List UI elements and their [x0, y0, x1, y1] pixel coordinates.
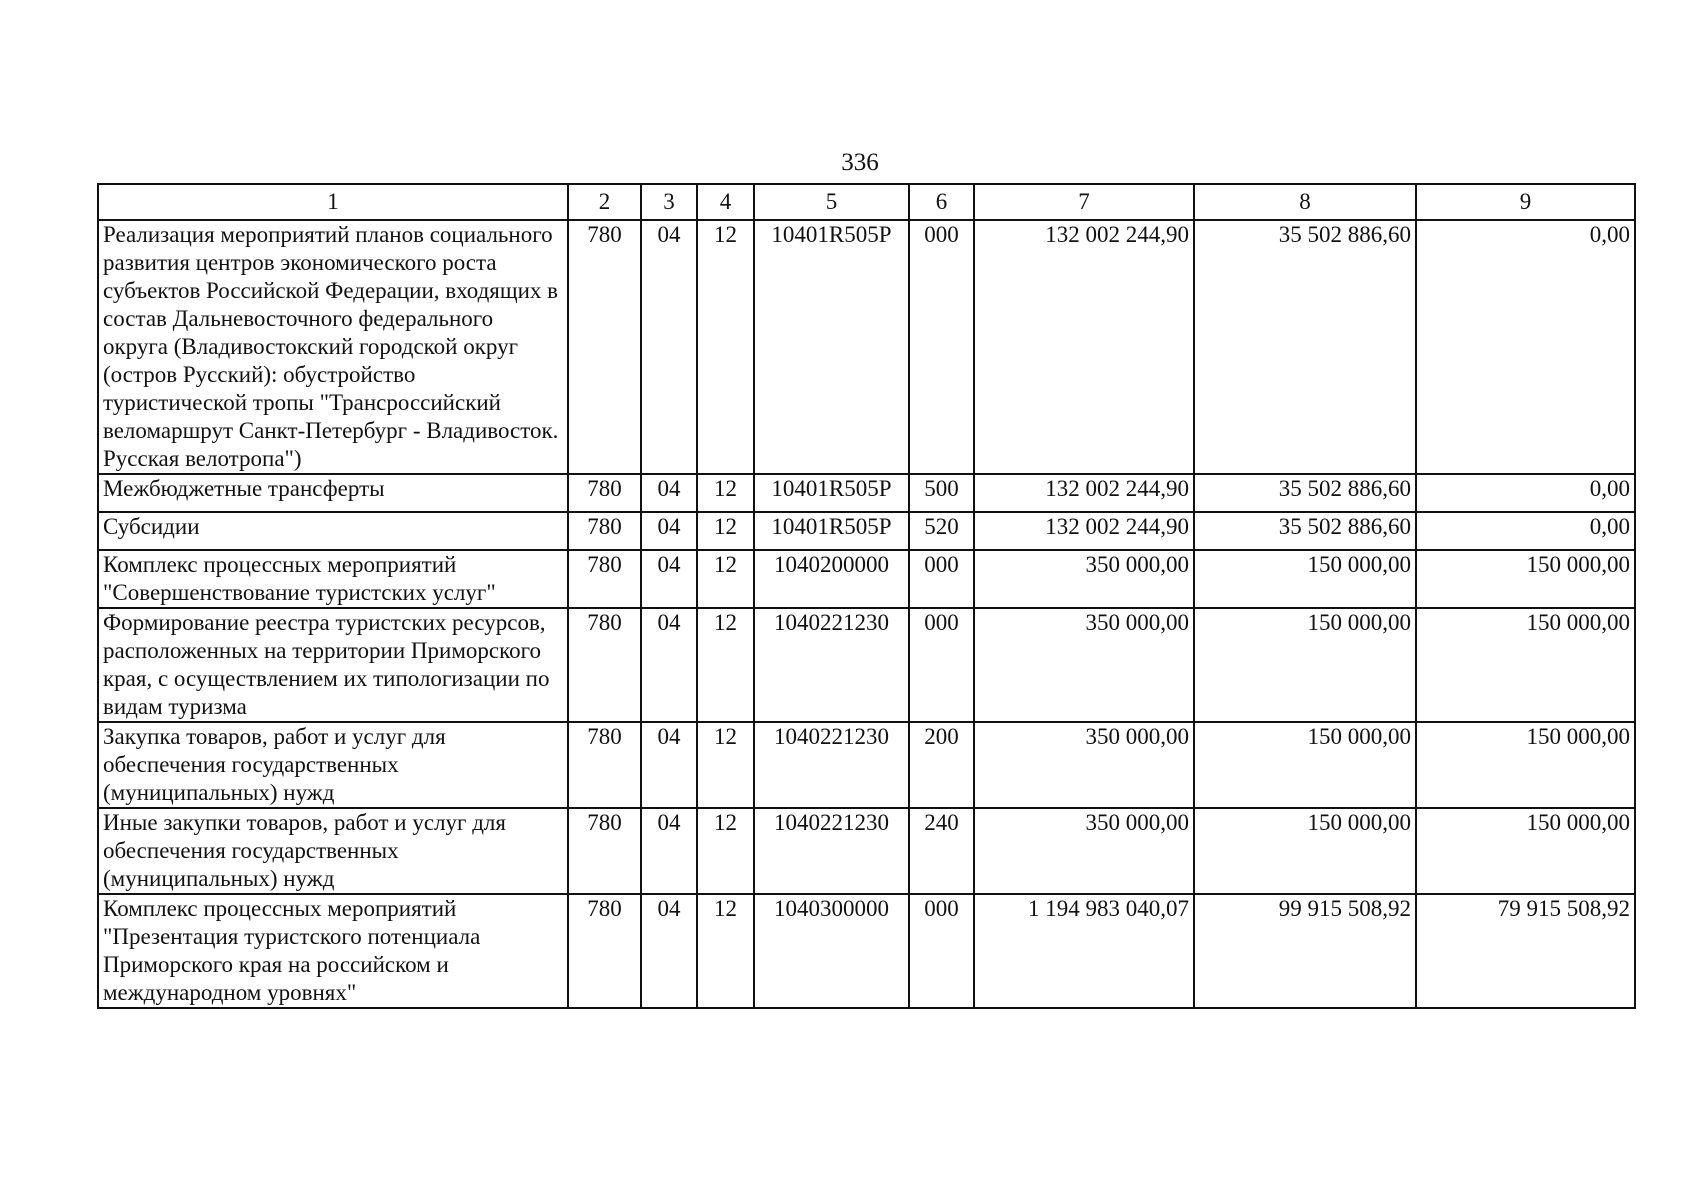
row-code-ministry: 780 [568, 474, 641, 512]
table-row [98, 808, 1635, 894]
row-code-target: 1040221230 [754, 608, 909, 722]
row-amount-col8: 35 502 886,60 [1194, 474, 1416, 512]
row-code-section: 04 [641, 808, 697, 894]
header-col-8: 8 [1194, 184, 1416, 220]
table-row [98, 474, 1635, 512]
row-code-expense-type: 000 [909, 894, 974, 1008]
row-code-subsection: 12 [697, 220, 754, 474]
table-row [98, 220, 1635, 474]
row-amount-col9: 0,00 [1416, 220, 1635, 474]
row-name: Закупка товаров, работ и услуг для обеспечения государственных (муниципальных) нужд [98, 722, 568, 808]
row-code-expense-type: 000 [909, 608, 974, 722]
header-col-4: 4 [697, 184, 754, 220]
table-row [98, 550, 1635, 608]
row-name: Комплекс процессных мероприятий "Совершенствование туристских услуг" [98, 550, 568, 608]
row-code-target: 1040300000 [754, 894, 909, 1008]
row-amount-col7: 1 194 983 040,07 [974, 894, 1194, 1008]
row-amount-col7: 350 000,00 [974, 550, 1194, 608]
row-code-subsection: 12 [697, 550, 754, 608]
row-code-ministry: 780 [568, 608, 641, 722]
row-amount-col8: 35 502 886,60 [1194, 512, 1416, 550]
header-col-5: 5 [754, 184, 909, 220]
row-amount-col9: 79 915 508,92 [1416, 894, 1635, 1008]
row-amount-col7: 132 002 244,90 [974, 474, 1194, 512]
row-code-subsection: 12 [697, 722, 754, 808]
row-code-section: 04 [641, 608, 697, 722]
row-code-target: 1040221230 [754, 808, 909, 894]
row-amount-col9: 150 000,00 [1416, 608, 1635, 722]
row-amount-col9: 150 000,00 [1416, 550, 1635, 608]
row-amount-col9: 0,00 [1416, 474, 1635, 512]
row-amount-col8: 99 915 508,92 [1194, 894, 1416, 1008]
row-amount-col7: 132 002 244,90 [974, 220, 1194, 474]
header-row [98, 184, 1635, 220]
row-name: Межбюджетные трансферты [98, 474, 568, 512]
row-amount-col8: 150 000,00 [1194, 722, 1416, 808]
row-name: Формирование реестра туристских ресурсов, расположенных на территории Приморского края, с осуществлением их типологизации по видам туризма [98, 608, 568, 722]
row-code-expense-type: 000 [909, 550, 974, 608]
row-code-target: 1040200000 [754, 550, 909, 608]
row-code-target: 10401R505P [754, 512, 909, 550]
row-code-expense-type: 240 [909, 808, 974, 894]
table-row [98, 608, 1635, 722]
row-code-ministry: 780 [568, 550, 641, 608]
row-amount-col7: 132 002 244,90 [974, 512, 1194, 550]
row-code-subsection: 12 [697, 808, 754, 894]
row-code-subsection: 12 [697, 894, 754, 1008]
row-code-target: 10401R505P [754, 220, 909, 474]
row-name: Иные закупки товаров, работ и услуг для обеспечения государственных (муниципальных) нужд [98, 808, 568, 894]
table-row [98, 722, 1635, 808]
row-code-ministry: 780 [568, 512, 641, 550]
row-name: Комплекс процессных мероприятий "Презентация туристского потенциала Приморского края на российском и международном уровнях" [98, 894, 568, 1008]
row-amount-col9: 150 000,00 [1416, 722, 1635, 808]
row-code-expense-type: 520 [909, 512, 974, 550]
row-code-target: 10401R505P [754, 474, 909, 512]
header-col-9: 9 [1416, 184, 1635, 220]
row-amount-col7: 350 000,00 [974, 608, 1194, 722]
row-code-section: 04 [641, 550, 697, 608]
budget-table [97, 183, 1636, 1009]
row-code-ministry: 780 [568, 220, 641, 474]
row-code-expense-type: 000 [909, 220, 974, 474]
header-col-1: 1 [98, 184, 568, 220]
row-code-section: 04 [641, 474, 697, 512]
page-number: 336 [841, 149, 879, 176]
row-amount-col9: 0,00 [1416, 512, 1635, 550]
row-code-subsection: 12 [697, 608, 754, 722]
row-code-expense-type: 200 [909, 722, 974, 808]
row-amount-col8: 150 000,00 [1194, 550, 1416, 608]
header-col-2: 2 [568, 184, 641, 220]
header-col-3: 3 [641, 184, 697, 220]
row-name: Субсидии [98, 512, 568, 550]
header-col-7: 7 [974, 184, 1194, 220]
row-code-ministry: 780 [568, 722, 641, 808]
row-amount-col9: 150 000,00 [1416, 808, 1635, 894]
header-col-6: 6 [909, 184, 974, 220]
row-amount-col8: 150 000,00 [1194, 608, 1416, 722]
row-code-ministry: 780 [568, 894, 641, 1008]
row-code-subsection: 12 [697, 512, 754, 550]
table-row [98, 512, 1635, 550]
row-code-target: 1040221230 [754, 722, 909, 808]
row-amount-col7: 350 000,00 [974, 722, 1194, 808]
table-row [98, 894, 1635, 1008]
row-code-section: 04 [641, 722, 697, 808]
row-code-section: 04 [641, 894, 697, 1008]
row-code-subsection: 12 [697, 474, 754, 512]
row-code-ministry: 780 [568, 808, 641, 894]
row-amount-col7: 350 000,00 [974, 808, 1194, 894]
row-code-expense-type: 500 [909, 474, 974, 512]
row-amount-col8: 35 502 886,60 [1194, 220, 1416, 474]
row-name: Реализация мероприятий планов социального развития центров экономического роста субъектов Российской Федерации, входящих в состав Дальневосточного федерального округа (Владивостокский городской округ (остров Русский): обустройство туристической тропы "Трансроссийский веломаршрут Санкт-Петербург - Владивосток. Русская велотропа") [98, 220, 568, 474]
row-code-section: 04 [641, 220, 697, 474]
row-code-section: 04 [641, 512, 697, 550]
row-amount-col8: 150 000,00 [1194, 808, 1416, 894]
